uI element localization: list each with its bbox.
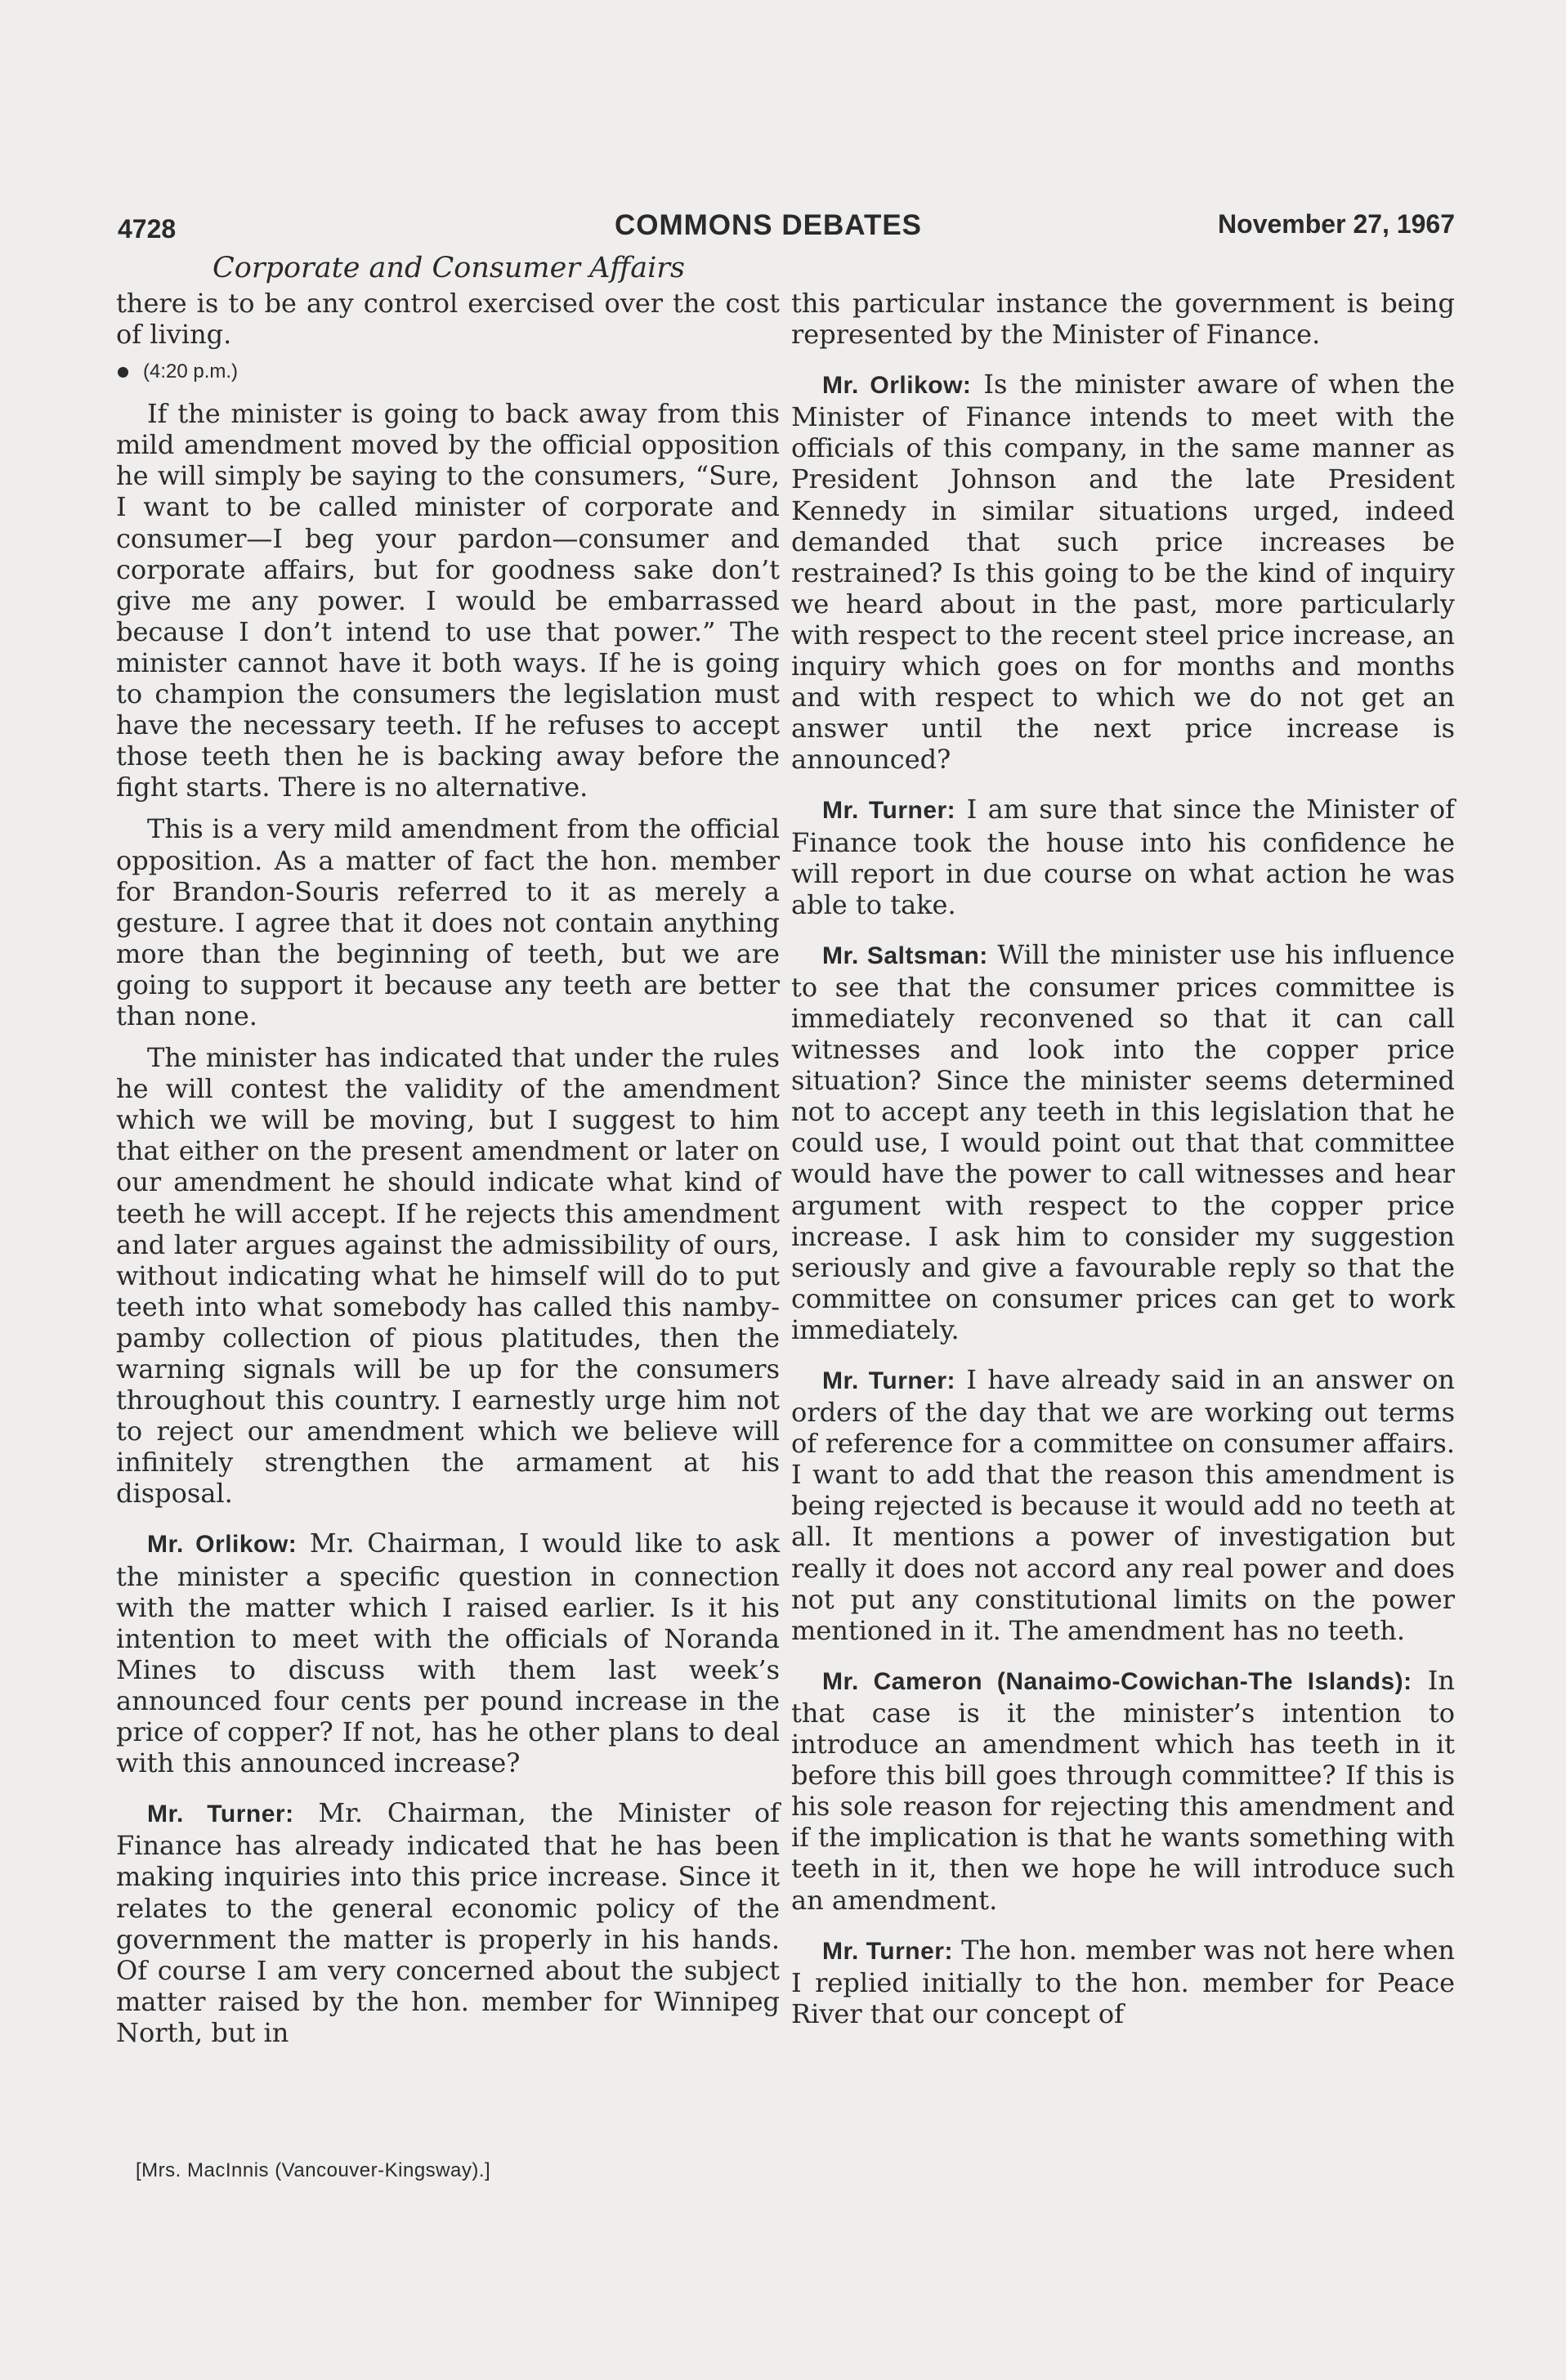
speech-paragraph <box>791 1665 1455 1916</box>
speech-text: Is the minister aware of when the Minister of Finance intends to meet with the officials of this company, in the same manner as President Johnson and the late President Kennedy in similar situations urged, indeed demanded that such price increases be restrained? Is this going to be the kind of inquiry we heard about in the past, more particularly with respect to the recent steel price increase, an inquiry which goes on for months and months and with respect to which we do not get an answer until the next price increase is announced? <box>791 369 1456 776</box>
speech-text: I have already said in an answer on orders of the day that we are working out terms of reference for a committee on consumer affairs. I want to add that the reason this amendment is being rejected is because it would add no teeth at all. It mentions a power of investigation but really it does not accord any real power and does not put any constitutional limits on the power mentioned in it. The amendment has no teeth. <box>791 1364 1456 1646</box>
paragraph: this particular instance the government is being represented by the Minister of Finance. <box>791 288 1455 351</box>
speaker-name: Mr. Cameron (Nanaimo-Cowichan-The Islands): <box>822 1667 1412 1695</box>
speech-text: Mr. Chairman, the Minister of Finance has already indicated that he has been making inquiries into this price increase. Since it relates to the general economic policy of the government the matter is properly in his hands. Of course I am very concerned about the subject matter raised by the hon. member for Winnipeg North, but in <box>116 1797 781 2048</box>
left-column <box>116 288 780 2048</box>
publication-title: COMMONS DEBATES <box>615 209 923 241</box>
page-header <box>114 209 1455 250</box>
speech-text: Will the minister use his influence to see that the consumer prices committee is immediately reconvened so that it can call witnesses and look into the copper price situation? Since the minister seems determined not to accept any teeth in this legislation that he could use, I would point out that that committee would have the power to call witnesses and hear argument with respect to the copper price increase. I ask him to consider my suggestion seriously and give a favourable reply so that the committee on consumer prices can get to work immediately. <box>791 938 1456 1345</box>
bullet-icon <box>118 367 128 378</box>
speech-paragraph <box>116 1797 780 2048</box>
speech-text: I am sure that since the Minister of Finance took the house into his confidence he will report in due course on what action he was able to take. <box>791 794 1456 920</box>
paragraph: This is a very mild amendment from the official opposition. As a matter of fact the hon. member for Brandon-Souris referred to it as merely a gesture. I agree that it does not contain anything more than the beginning of teeth, but we are going to support it because any teeth are better than none. <box>116 813 780 1031</box>
speaker-reference: [Mrs. MacInnis (Vancouver-Kingsway).] <box>136 2159 491 2181</box>
speaker-name: Mr. Saltsman: <box>822 942 988 969</box>
speech-text: The hon. member was not here when I replied initially to the hon. member for Peace River that our concept of <box>791 1934 1455 2029</box>
speaker-name: Mr. Turner: <box>822 797 956 825</box>
section-subheading: Corporate and Consumer Affairs <box>213 252 685 284</box>
paragraph: The minister has indicated that under the rules he will contest the validity of the amendment which we will be moving, but I suggest to him that either on the present amendment or later on our amendment he should indicate what kind of teeth he will accept. If he rejects this amendment and later argues against the admissibility of ours, without indicating what he himself will do to put teeth into what somebody has called this namby-pamby collection of pious platitudes, then the warning signals will be up for the consumers throughout this country. I earnestly urge him not to reject our amendment which we believe will infinitely strengthen the armament at his disposal. <box>116 1042 780 1510</box>
speech-text: Mr. Chairman, I would like to ask the minister a specific question in connection with the matter which I raised earlier. Is it his intention to meet with the officials of Noranda Mines to discuss with them last week’s announced four cents per pound increase in the price of copper? If not, has he other plans to deal with this announced increase? <box>116 1528 781 1779</box>
right-column <box>791 288 1455 2029</box>
speech-paragraph <box>791 794 1455 919</box>
page-number: 4728 <box>118 214 177 244</box>
speaker-name: Mr. Turner: <box>822 1937 953 1965</box>
speech-paragraph <box>791 369 1455 775</box>
speech-paragraph <box>791 1364 1455 1646</box>
speaker-name: Mr. Orlikow: <box>822 372 972 400</box>
paragraph: there is to be any control exercised over the cost of living. <box>116 288 780 351</box>
speech-paragraph <box>791 939 1455 1345</box>
speech-text: In that case is it the minister’s intention to introduce an amendment which has teeth in it before this bill goes through committee? If this is his sole reason for rejecting this amendment and if the implication is that he wants something with teeth in it, then we hope he will introduce such an amendment. <box>791 1664 1456 1916</box>
speaker-name: Mr. Orlikow: <box>147 1531 298 1559</box>
publication-date: November 27, 1967 <box>1218 209 1455 239</box>
paragraph: If the minister is going to back away from this mild amendment moved by the official opposition he will simply be saying to the consumers, “Sure, I want to be called minister of corporate and consumer—I beg your pardon—consumer and corporate affairs, but for goodness sake don’t give me any power. I would be embarrassed because I don’t intend to use that power.” The minister cannot have it both ways. If he is going to champion the consumers the legislation must have the necessary teeth. If he refuses to accept those teeth then he is backing away before the fight starts. There is no alternative. <box>116 398 780 803</box>
speaker-name: Mr. Turner: <box>822 1367 956 1394</box>
timestamp-line <box>116 356 780 387</box>
speaker-name: Mr. Turner: <box>147 1801 294 1828</box>
speech-paragraph <box>116 1528 780 1778</box>
speech-paragraph <box>791 1935 1455 2029</box>
timestamp: (4:20 p.m.) <box>143 360 239 383</box>
